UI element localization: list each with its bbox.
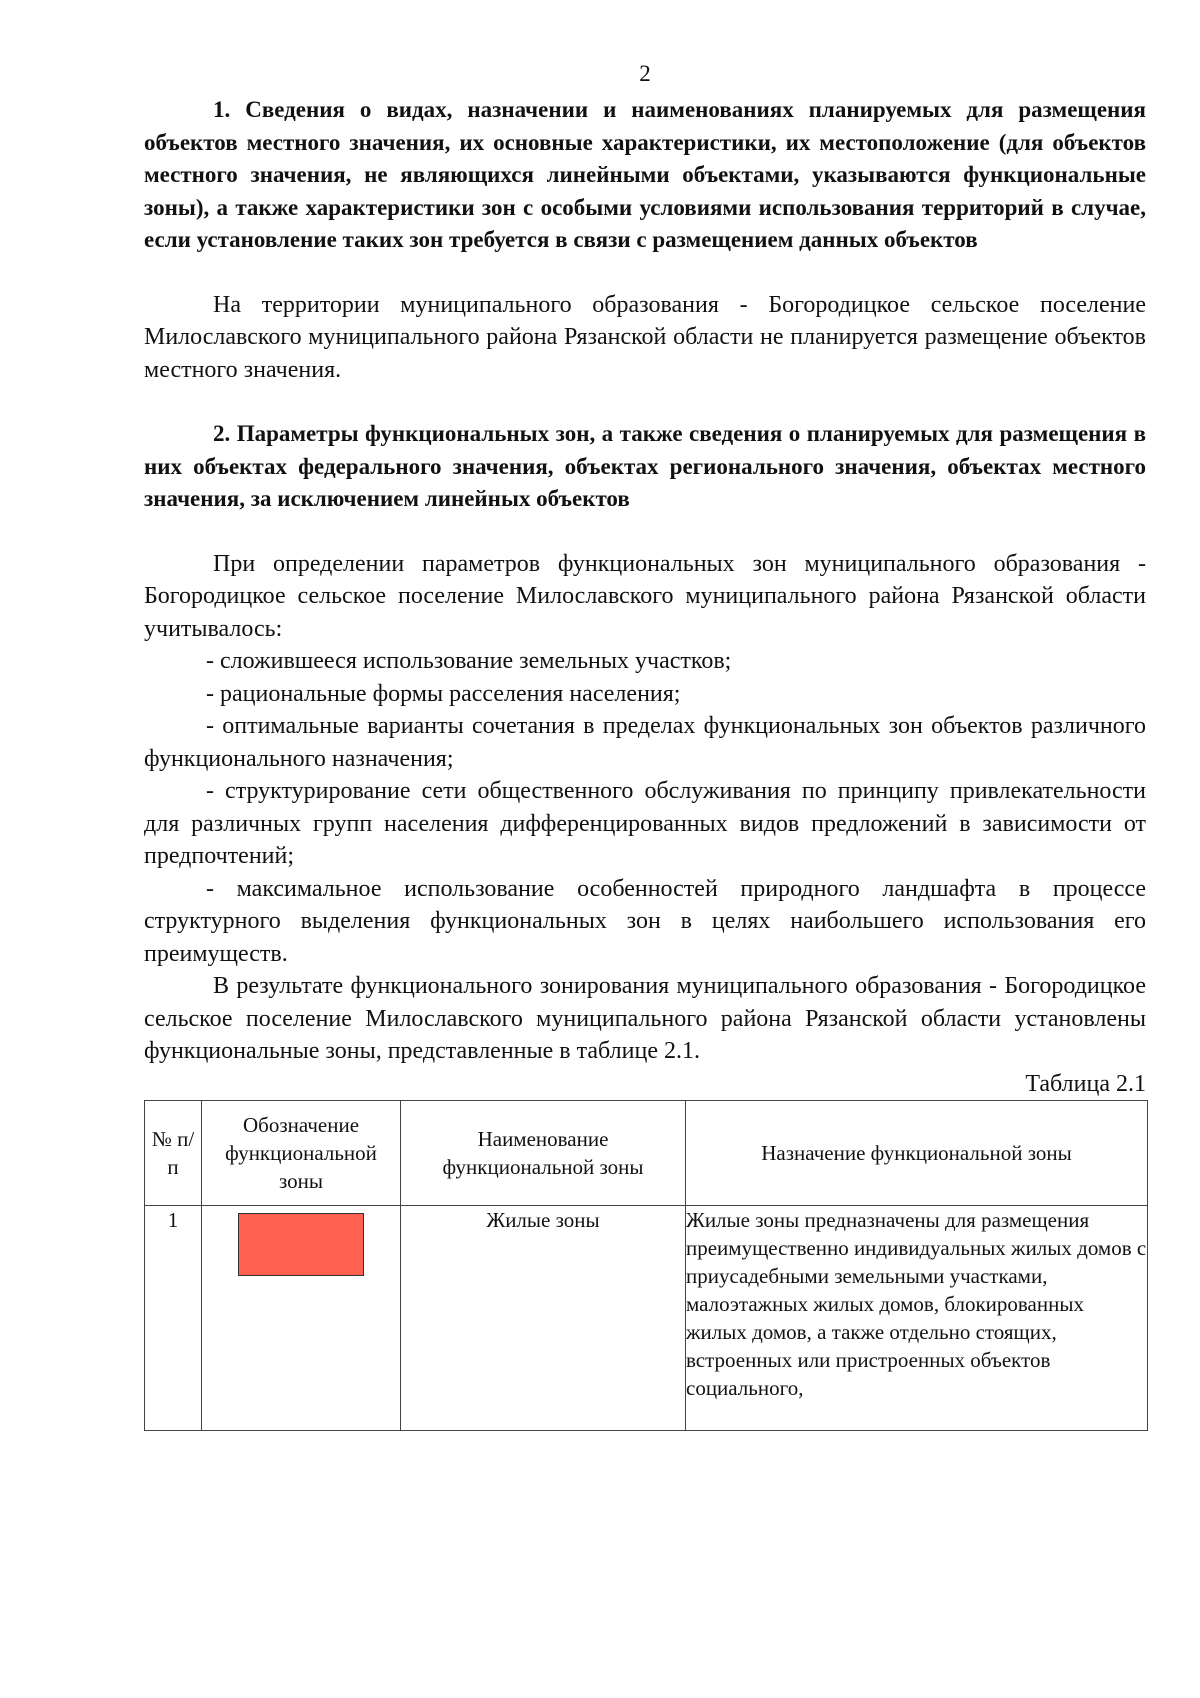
- section-2-heading: 2. Параметры функциональных зон, а также сведения о планируемых для размещения в них объектах федерального значения, объектах регионального значения, объектах местного значения, за исключением линейных объектов: [144, 421, 1146, 511]
- header-num: № п/п: [145, 1100, 202, 1205]
- section-1-heading: 1. Сведения о видах, назначении и наименованиях планируемых для размещения объектов местного значения, их основные характеристики, их местоположение (для объектов местного значения, не являющихся линейными объектами, указываются функциональные зоны), а также характеристики зон с особыми условиями использования территорий в случае, если установление таких зон требуется в связи с размещением данных объектов: [144, 97, 1146, 252]
- section-2-intro: При определении параметров функциональных зон муниципального образования - Богородицкое сельское поселение Милославского муниципального района Рязанской области учитывалось:: [144, 550, 1146, 642]
- row-symbol: [202, 1205, 401, 1430]
- table-row: [145, 1205, 1148, 1430]
- bullet-item: - сложившееся использование земельных участков;: [206, 648, 732, 674]
- header-name: Наименование функциональной зоны: [401, 1100, 686, 1205]
- table-caption: Таблица 2.1: [1025, 1070, 1146, 1097]
- header-symbol: Обозначение функциональной зоны: [202, 1100, 401, 1205]
- section-1-paragraph: На территории муниципального образования - Богородицкое сельское поселение Милославского муниципального района Рязанской области не планируется размещение объектов местного значения.: [144, 291, 1146, 383]
- page-number: 2: [639, 61, 651, 86]
- bullet-item: - оптимальные варианты сочетания в пределах функциональных зон объектов различного функционального назначения;: [144, 713, 1146, 772]
- bullet-item: - максимальное использование особенностей природного ландшафта в процессе структурного выделения функциональных зон в целях наибольшего использования его преимуществ.: [144, 875, 1146, 967]
- zone-color-swatch: [238, 1213, 364, 1276]
- section-2-result: В результате функционального зонирования муниципального образования - Богородицкое сельское поселение Милославского муниципального района Рязанской области установлены функциональные зоны, представленные в таблице 2.1.: [144, 973, 1146, 1064]
- row-purpose: Жилые зоны предназначены для размещения преимущественно индивидуальных жилых домов с приусадебными земельными участками, малоэтажных жилых домов, блокированных жилых домов, а также отдельно стоящих, встроенных или пристроенных объектов социального,: [686, 1205, 1148, 1430]
- row-name: Жилые зоны: [401, 1205, 686, 1430]
- header-purpose: Назначение функциональной зоны: [686, 1100, 1148, 1205]
- row-num: 1: [145, 1205, 202, 1430]
- bullet-item: - структурирование сети общественного обслуживания по принципу привлекательности для различных групп населения дифференцированных видов предложений в зависимости от предпочтений;: [144, 778, 1146, 869]
- zones-table: [144, 1100, 1148, 1431]
- document-page: [144, 62, 1146, 1431]
- bullet-item: - рациональные формы расселения населения;: [206, 680, 681, 707]
- table-header-row: [145, 1100, 1148, 1205]
